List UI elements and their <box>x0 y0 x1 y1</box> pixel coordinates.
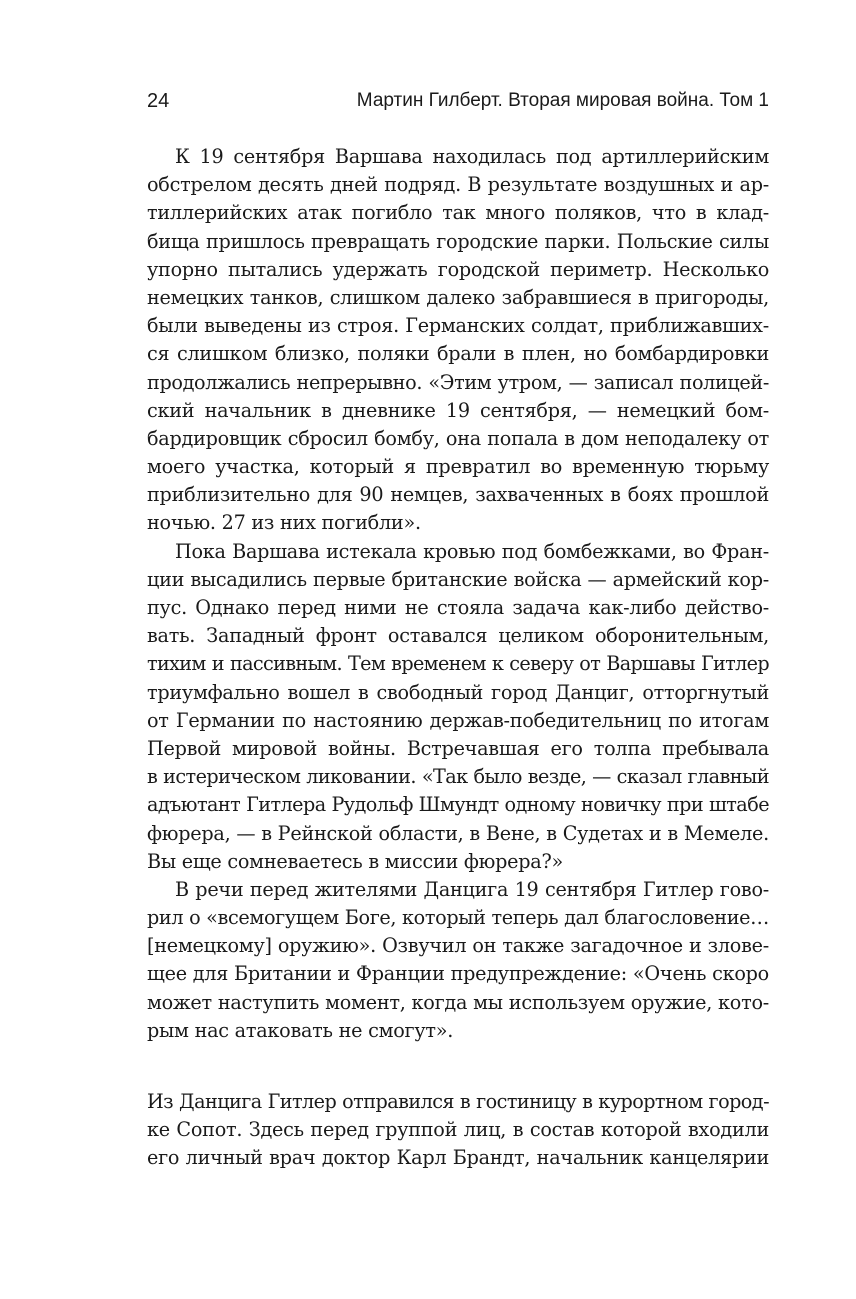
text-line: тиллерийских атак погибло так много поляков, что в клад- <box>147 201 769 225</box>
text-line: ночью. 27 из них погибли». <box>147 511 421 535</box>
text-line: рил о «всемогущем Боге, который теперь дал благословение… <box>147 906 769 930</box>
body-text <box>147 143 769 1173</box>
text-line: немецких танков, слишком далеко забравшиеся в пригороды, <box>147 285 769 309</box>
text-line: были выведены из строя. Германских солдат, приближавших- <box>147 314 769 338</box>
page-number: 24 <box>147 90 170 112</box>
text-line: ский начальник в дневнике 19 сентября, — немецкий бом- <box>147 398 769 422</box>
text-line: бардировщик сбросил бомбу, она попала в дом неподалеку от <box>147 426 769 450</box>
text-line: моего участка, который я превратил во временную тюрьму <box>147 455 769 479</box>
text-line: обстрелом десять дней подряд. В результате воздушных и ар- <box>147 173 769 197</box>
text-line: пус. Однако перед ними не стояла задача как-либо действо- <box>147 596 769 619</box>
running-title: Мартин Гилберт. Вторая мировая война. Том 1 <box>356 90 769 111</box>
paragraph <box>147 876 769 1045</box>
text-line: упорно пытались удержать городской периметр. Несколько <box>147 257 769 281</box>
text-line: ции высадились первые британские войска — армейский кор- <box>147 567 769 591</box>
running-header <box>147 86 769 116</box>
text-line: Вы еще сомневаетесь в миссии фюрера?» <box>147 849 563 873</box>
text-line: К 19 сентября Варшава находилась под артиллерийским <box>175 145 769 168</box>
text-line: его личный врач доктор Карл Брандт, начальник канцелярии <box>147 1146 769 1170</box>
text-line: приблизительно для 90 немцев, захваченных в боях прошлой <box>147 483 769 507</box>
text-line: вать. Западный фронт оставался целиком оборонительным, <box>147 624 769 648</box>
section-break <box>147 1045 769 1088</box>
text-line: триумфально вошел в свободный город Данциг, отторгнутый <box>147 680 769 704</box>
paragraph <box>147 1088 769 1173</box>
text-line: [немецкому] оружию». Озвучил он также загадочное и злове- <box>147 934 769 958</box>
text-line: адъютант Гитлера Рудольф Шмундт одному новичку при штабе <box>147 793 769 817</box>
text-line: тихим и пассивным. Тем временем к северу от Варшавы Гитлер <box>147 652 769 676</box>
text-line: Пока Варшава истекала кровью под бомбежками, во Фран- <box>175 539 769 563</box>
text-line: от Германии по настоянию держав-победительниц по итогам <box>147 708 769 732</box>
text-line: продолжались непрерывно. «Этим утром, — записал полицей- <box>147 370 769 394</box>
text-line: рым нас атаковать не смогут». <box>147 1018 454 1042</box>
text-line: бища пришлось превращать городские парки. Польские силы <box>147 229 769 253</box>
text-line: ся слишком близко, поляки брали в плен, но бомбардировки <box>147 342 769 366</box>
text-line: фюрера, — в Рейнской области, в Вене, в Судетах и в Мемеле. <box>147 821 769 845</box>
text-line: Из Данцига Гитлер отправился в гостиницу в курортном город- <box>147 1090 769 1113</box>
paragraph <box>147 143 769 538</box>
text-line: Первой мировой войны. Встречавшая его толпа пребывала <box>147 736 769 760</box>
paragraph <box>147 538 769 876</box>
text-line: ке Сопот. Здесь перед группой лиц, в состав которой входили <box>147 1118 769 1142</box>
text-line: В речи перед жителями Данцига 19 сентября Гитлер гово- <box>175 877 769 901</box>
text-line: в истерическом ликовании. «Так было везде, — сказал главный <box>147 765 769 789</box>
text-line: может наступить момент, когда мы используем оружие, кото- <box>147 990 769 1014</box>
text-line: щее для Британии и Франции предупреждение: «Очень скоро <box>147 962 769 986</box>
